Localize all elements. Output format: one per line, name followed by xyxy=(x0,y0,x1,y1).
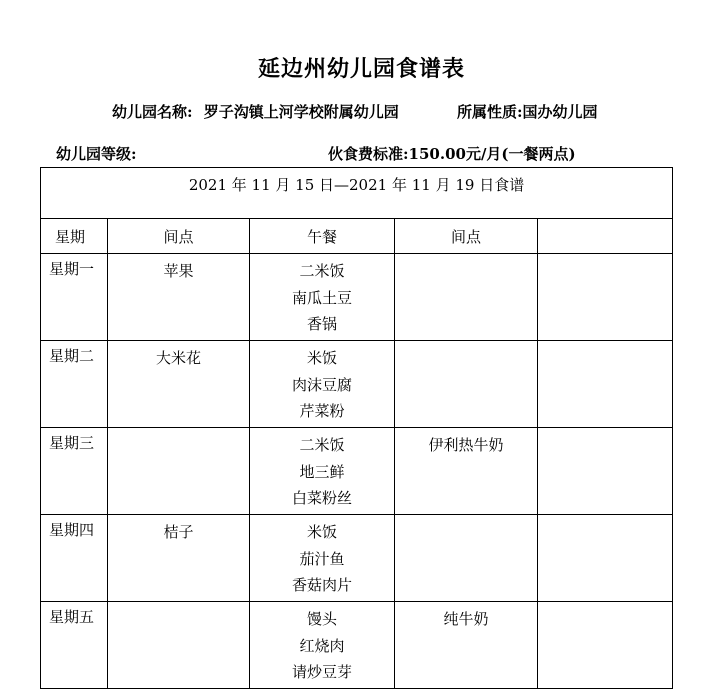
weekday-cell: 星期二 xyxy=(41,341,108,428)
grade-label: 幼儿园等级: xyxy=(56,145,137,163)
snack-1-cell xyxy=(108,341,250,428)
snack-item: 苹果 xyxy=(163,262,194,280)
snack-2-cell xyxy=(395,341,538,428)
lunch-cell xyxy=(250,254,395,341)
date-range-caption: 2021 年 11 月 15 日—2021 年 11 月 19 日食谱 xyxy=(188,176,525,194)
header-lunch: 午餐 xyxy=(250,219,395,254)
date-range-row xyxy=(41,168,673,219)
lunch-item: 白菜粉丝 xyxy=(291,489,352,507)
snack-item: 桔子 xyxy=(163,523,194,541)
snack-2-cell xyxy=(395,602,538,689)
header-empty xyxy=(538,219,673,254)
header-weekday: 星期 xyxy=(41,219,108,254)
lunch-item: 米饭 xyxy=(306,523,337,541)
property-value: 国办幼儿园 xyxy=(522,103,598,121)
date-range-cell xyxy=(41,168,673,219)
property-line xyxy=(457,101,598,122)
header-snack-1: 间点 xyxy=(108,219,250,254)
lunch-item: 香菇肉片 xyxy=(291,576,352,594)
lunch-cell xyxy=(250,428,395,515)
empty-cell xyxy=(538,254,673,341)
grade-line xyxy=(56,143,137,164)
lunch-cell xyxy=(250,602,395,689)
lunch-item: 馒头 xyxy=(306,610,337,628)
snack-1-cell xyxy=(108,254,250,341)
empty-cell xyxy=(538,515,673,602)
table-row xyxy=(41,341,673,428)
snack-item: 纯牛奶 xyxy=(443,610,489,628)
lunch-item: 二米饭 xyxy=(299,436,345,454)
lunch-item: 肉沫豆腐 xyxy=(291,375,352,394)
snack-item: 大米花 xyxy=(155,349,201,367)
fee-line xyxy=(328,143,576,164)
lunch-item: 茄汁鱼 xyxy=(299,549,345,568)
lunch-item: 米饭 xyxy=(306,349,337,367)
lunch-item: 香锅 xyxy=(306,315,337,333)
weekday-cell: 星期五 xyxy=(41,602,108,689)
table-row xyxy=(41,515,673,602)
lunch-cell xyxy=(250,341,395,428)
table-row xyxy=(41,428,673,515)
header-snack-2: 间点 xyxy=(395,219,538,254)
lunch-item: 芹菜粉 xyxy=(299,402,345,420)
kindergarten-name-label: 幼儿园名称: xyxy=(112,103,193,121)
lunch-item: 南瓜土豆 xyxy=(291,288,352,307)
snack-2-cell xyxy=(395,254,538,341)
fee-label: 伙食费标准: xyxy=(328,145,409,163)
table-row xyxy=(41,602,673,689)
weekday-cell: 星期四 xyxy=(41,515,108,602)
page-title: 延边州幼儿园食谱表 xyxy=(257,56,465,82)
fee-value: 150.00元/月(一餐两点) xyxy=(408,145,576,163)
table-row xyxy=(41,254,673,341)
lunch-item: 请炒豆芽 xyxy=(291,663,352,681)
lunch-cell xyxy=(250,515,395,602)
empty-cell xyxy=(538,602,673,689)
property-label: 所属性质: xyxy=(457,103,523,121)
weekday-cell: 星期一 xyxy=(41,254,108,341)
snack-2-cell xyxy=(395,428,538,515)
lunch-item: 二米饭 xyxy=(299,262,345,280)
lunch-item: 地三鲜 xyxy=(299,462,345,481)
snack-item: 伊利热牛奶 xyxy=(428,436,504,454)
menu-table xyxy=(40,167,673,689)
empty-cell xyxy=(538,341,673,428)
snack-2-cell xyxy=(395,515,538,602)
kindergarten-name-value: 罗子沟镇上河学校附属幼儿园 xyxy=(203,103,399,121)
snack-1-cell xyxy=(108,428,250,515)
snack-1-cell xyxy=(108,602,250,689)
header-row xyxy=(41,219,673,254)
snack-1-cell xyxy=(108,515,250,602)
lunch-item: 红烧肉 xyxy=(299,636,345,655)
weekday-cell: 星期三 xyxy=(41,428,108,515)
kindergarten-name-line xyxy=(112,101,399,122)
empty-cell xyxy=(538,428,673,515)
